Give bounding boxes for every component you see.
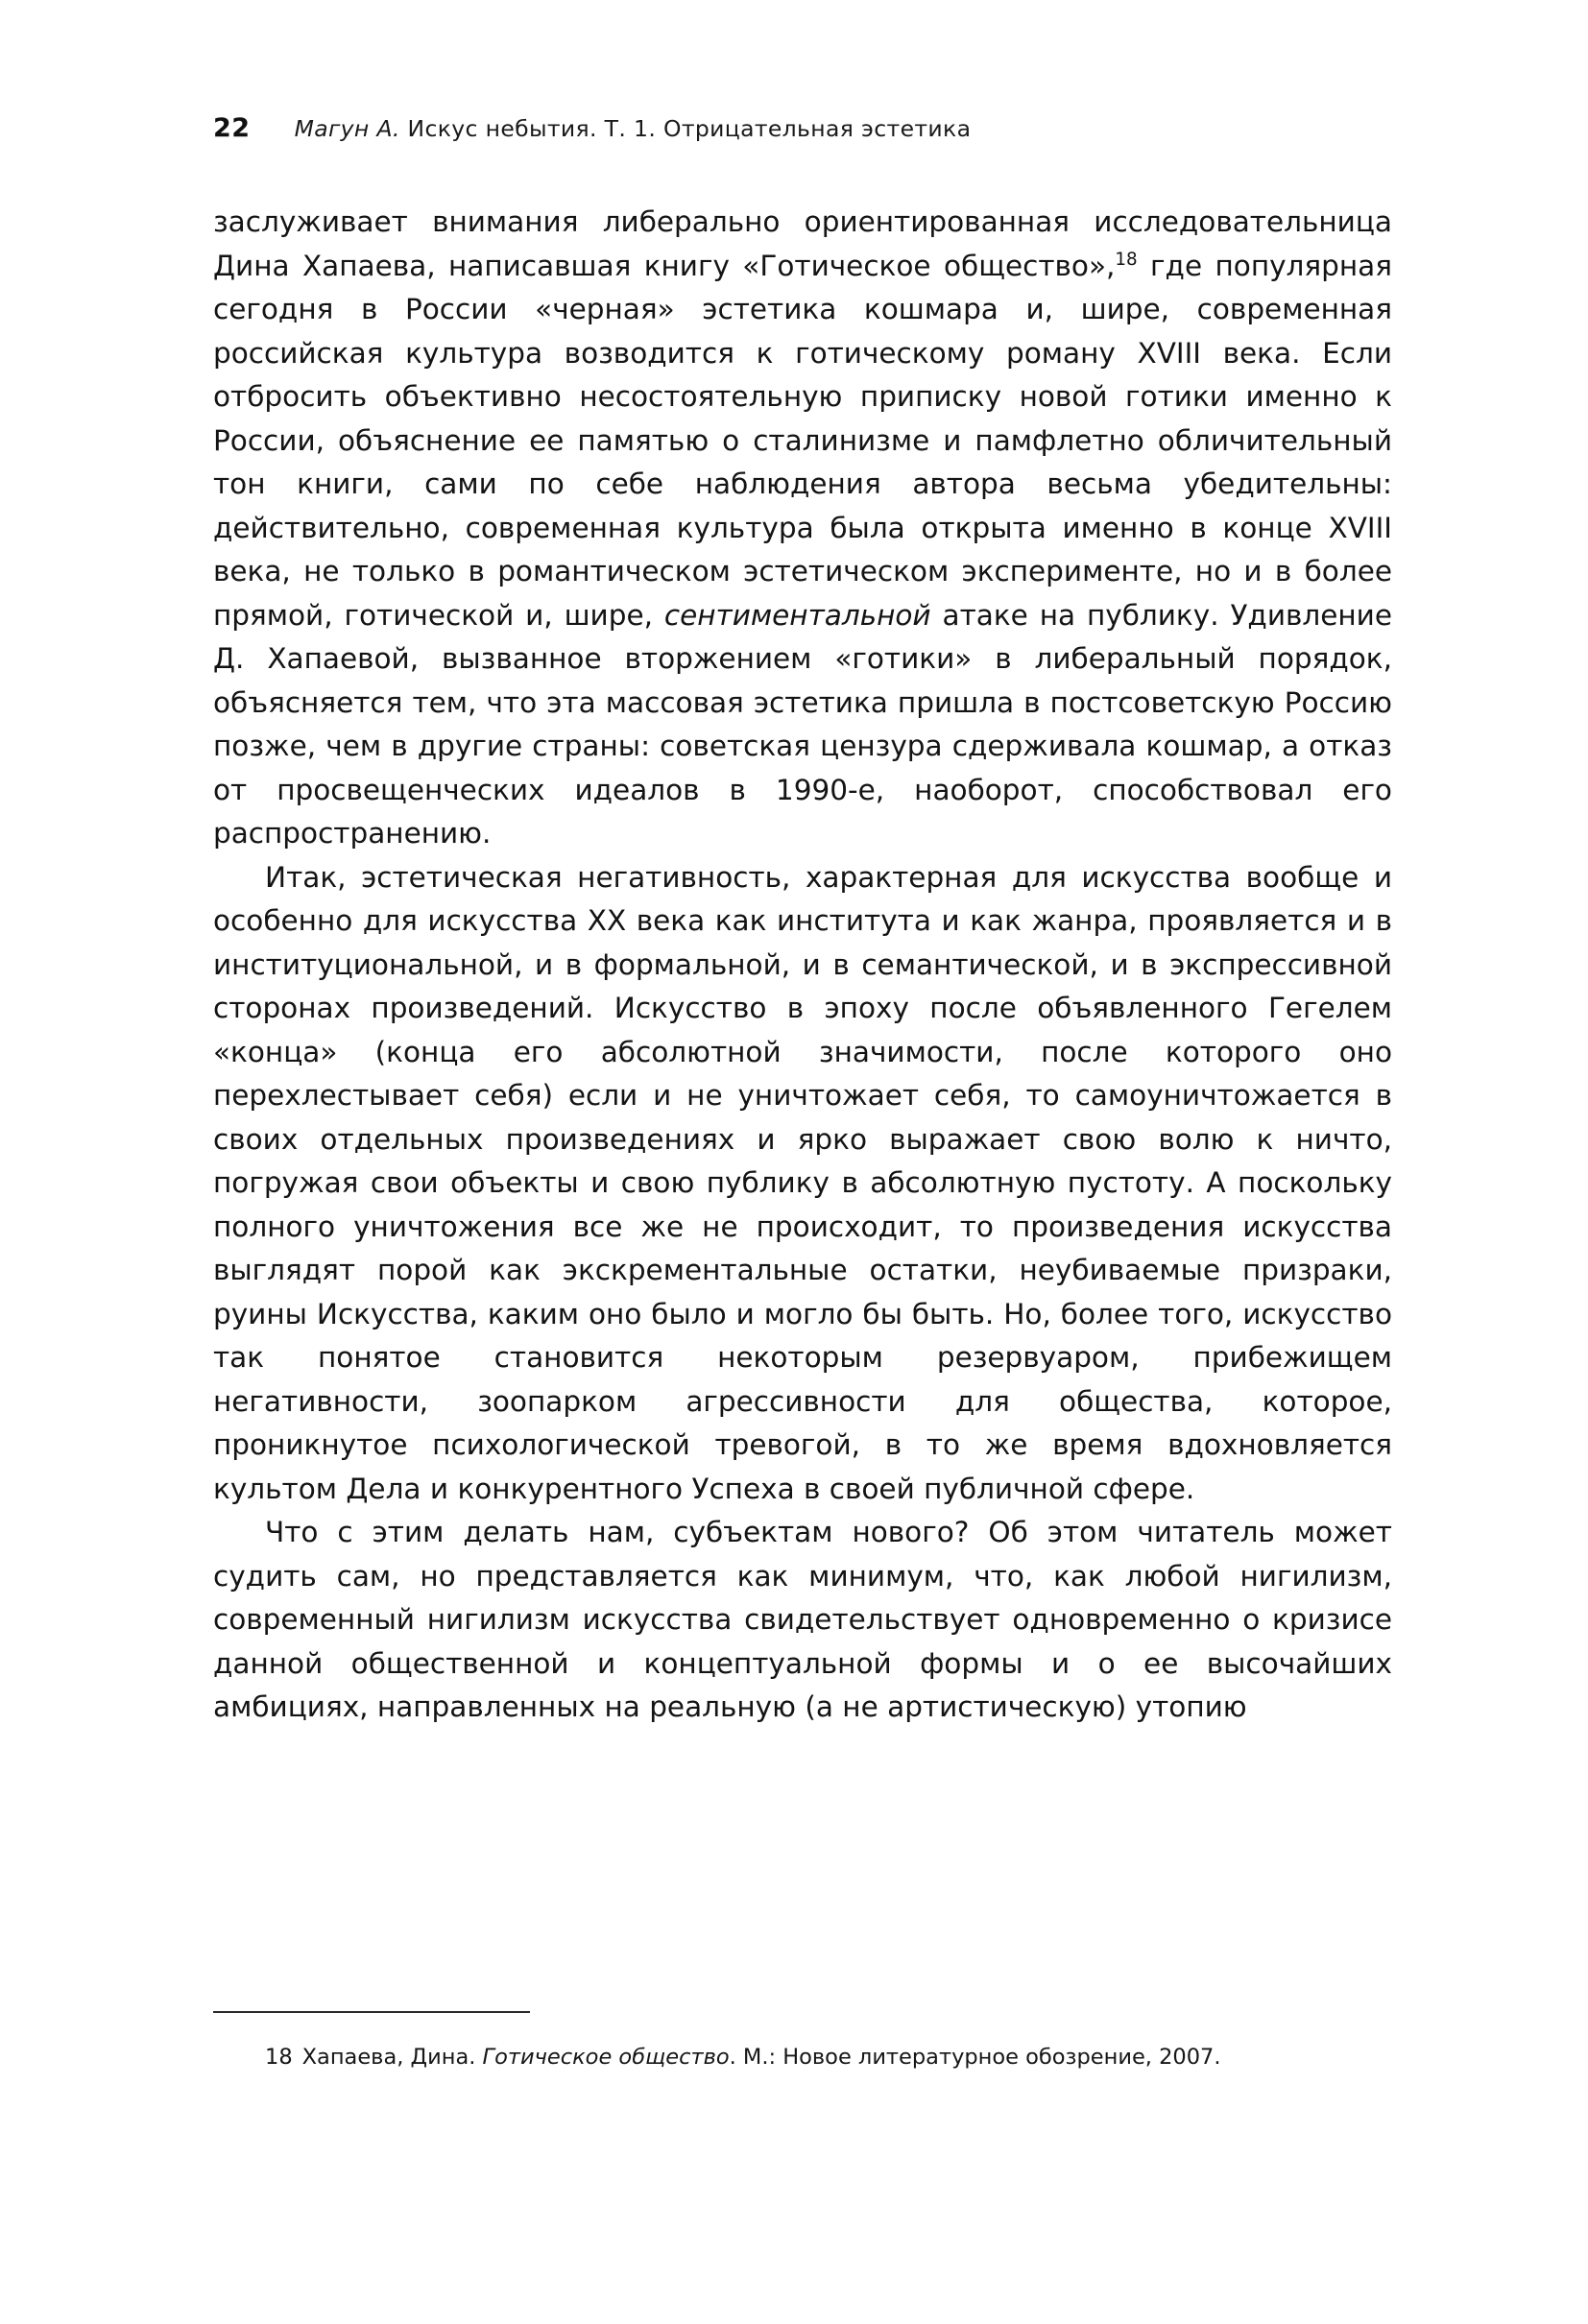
running-head-author: Магун А. <box>294 115 400 142</box>
footnote-text-b: . М.: Новое литературное обозрение, 2007. <box>729 2045 1221 2070</box>
paragraph-3: Что с этим делать нам, субъектам нового? Об этом читатель может судить сам, но представляется как минимум, что, как любой нигилизм, современный нигилизм искусства свидетельствует одновременно о кризисе данной общественной и концептуальной формы и о ее высочайших амбициях, направленных на реальную (а не артистическую) утопию <box>213 1516 1392 1723</box>
footnote-text-a: Хапаева, Дина. <box>301 2045 483 2070</box>
paragraph-1 <box>213 201 1392 856</box>
body-text <box>213 201 1392 1730</box>
page-number: 22 <box>213 113 251 143</box>
paragraph-1-segment-c: атаке на публику. Удивление Д. Хапаевой, вызванное вторжением «готики» в либеральный порядок, объясняется тем, что эта массовая эстетика пришла в постсоветскую Россию позже, чем в другие страны: советская цензура сдерживала кошмар, а отказ от просвещенческих идеалов в 1990-е, наоборот, способствовал его распространению. <box>213 598 1392 850</box>
footnote-marker[interactable]: 18 <box>1115 249 1138 270</box>
running-head-text <box>295 115 972 142</box>
page-content <box>213 113 1392 1730</box>
paragraph-1-emphasis: сентиментальной <box>663 598 931 632</box>
paragraph-1-segment-a: заслуживает внимания либерально ориентированная исследовательница Дина Хапаева, написавшая книгу «Готическое общество», <box>213 205 1392 282</box>
footnote-number: 18 <box>265 2045 293 2070</box>
running-head <box>213 113 1392 143</box>
footnote-area <box>213 2011 1392 2072</box>
footnote-title: Готическое общество <box>482 2045 730 2070</box>
running-head-title: Искус небытия. Т. 1. Отрицательная эстетика <box>407 115 972 142</box>
paragraph-1-segment-b: где популярная сегодня в России «черная» эстетика кошмара и, шире, современная российская культура возводится к готическому роману XVIII века. Если отбросить объективно несостоятельную приписку новой готики именно к России, объяснение ее памятью о сталинизме и памфлетно обличительный тон книги, сами по себе наблюдения автора весьма убедительны: действительно, современная культура была открыта именно в конце XVIII века, не только в романтическом эстетическом эксперименте, но и в более прямой, готической и, шире, <box>213 249 1392 632</box>
paragraph-2: Итак, эстетическая негативность, характерная для искусства вообще и особенно для искусства XX века как института и как жанра, проявляется и в институциональной, и в формальной, и в семантической, и в экспрессивной сторонах произведений. Искусство в эпоху после объявленного Гегелем «конца» (конца его абсолютной значимости, после которого оно перехлестывает себя) если и не уничтожает себя, то самоуничтожается в своих отдельных произведениях и ярко выражает свою волю к ничто, погружая свои объекты и свою публику в абсолютную пустоту. А поскольку полного уничтожения все же не происходит, то произведения искусства выглядят порой как экскрементальные остатки, неубиваемые призраки, руины Искусства, каким оно было и могло бы быть. Но, более того, искусство так понятое становится некоторым резервуаром, прибежищем негативности, зоопарком агрессивности для общества, которое, проникнутое психологической тревогой, в то же время вдохновляется культом Дела и конкурентного Успеха в своей публичной сфере. <box>213 860 1392 1505</box>
footnote-separator-rule <box>213 2011 530 2013</box>
footnote-entry <box>213 2042 1392 2072</box>
